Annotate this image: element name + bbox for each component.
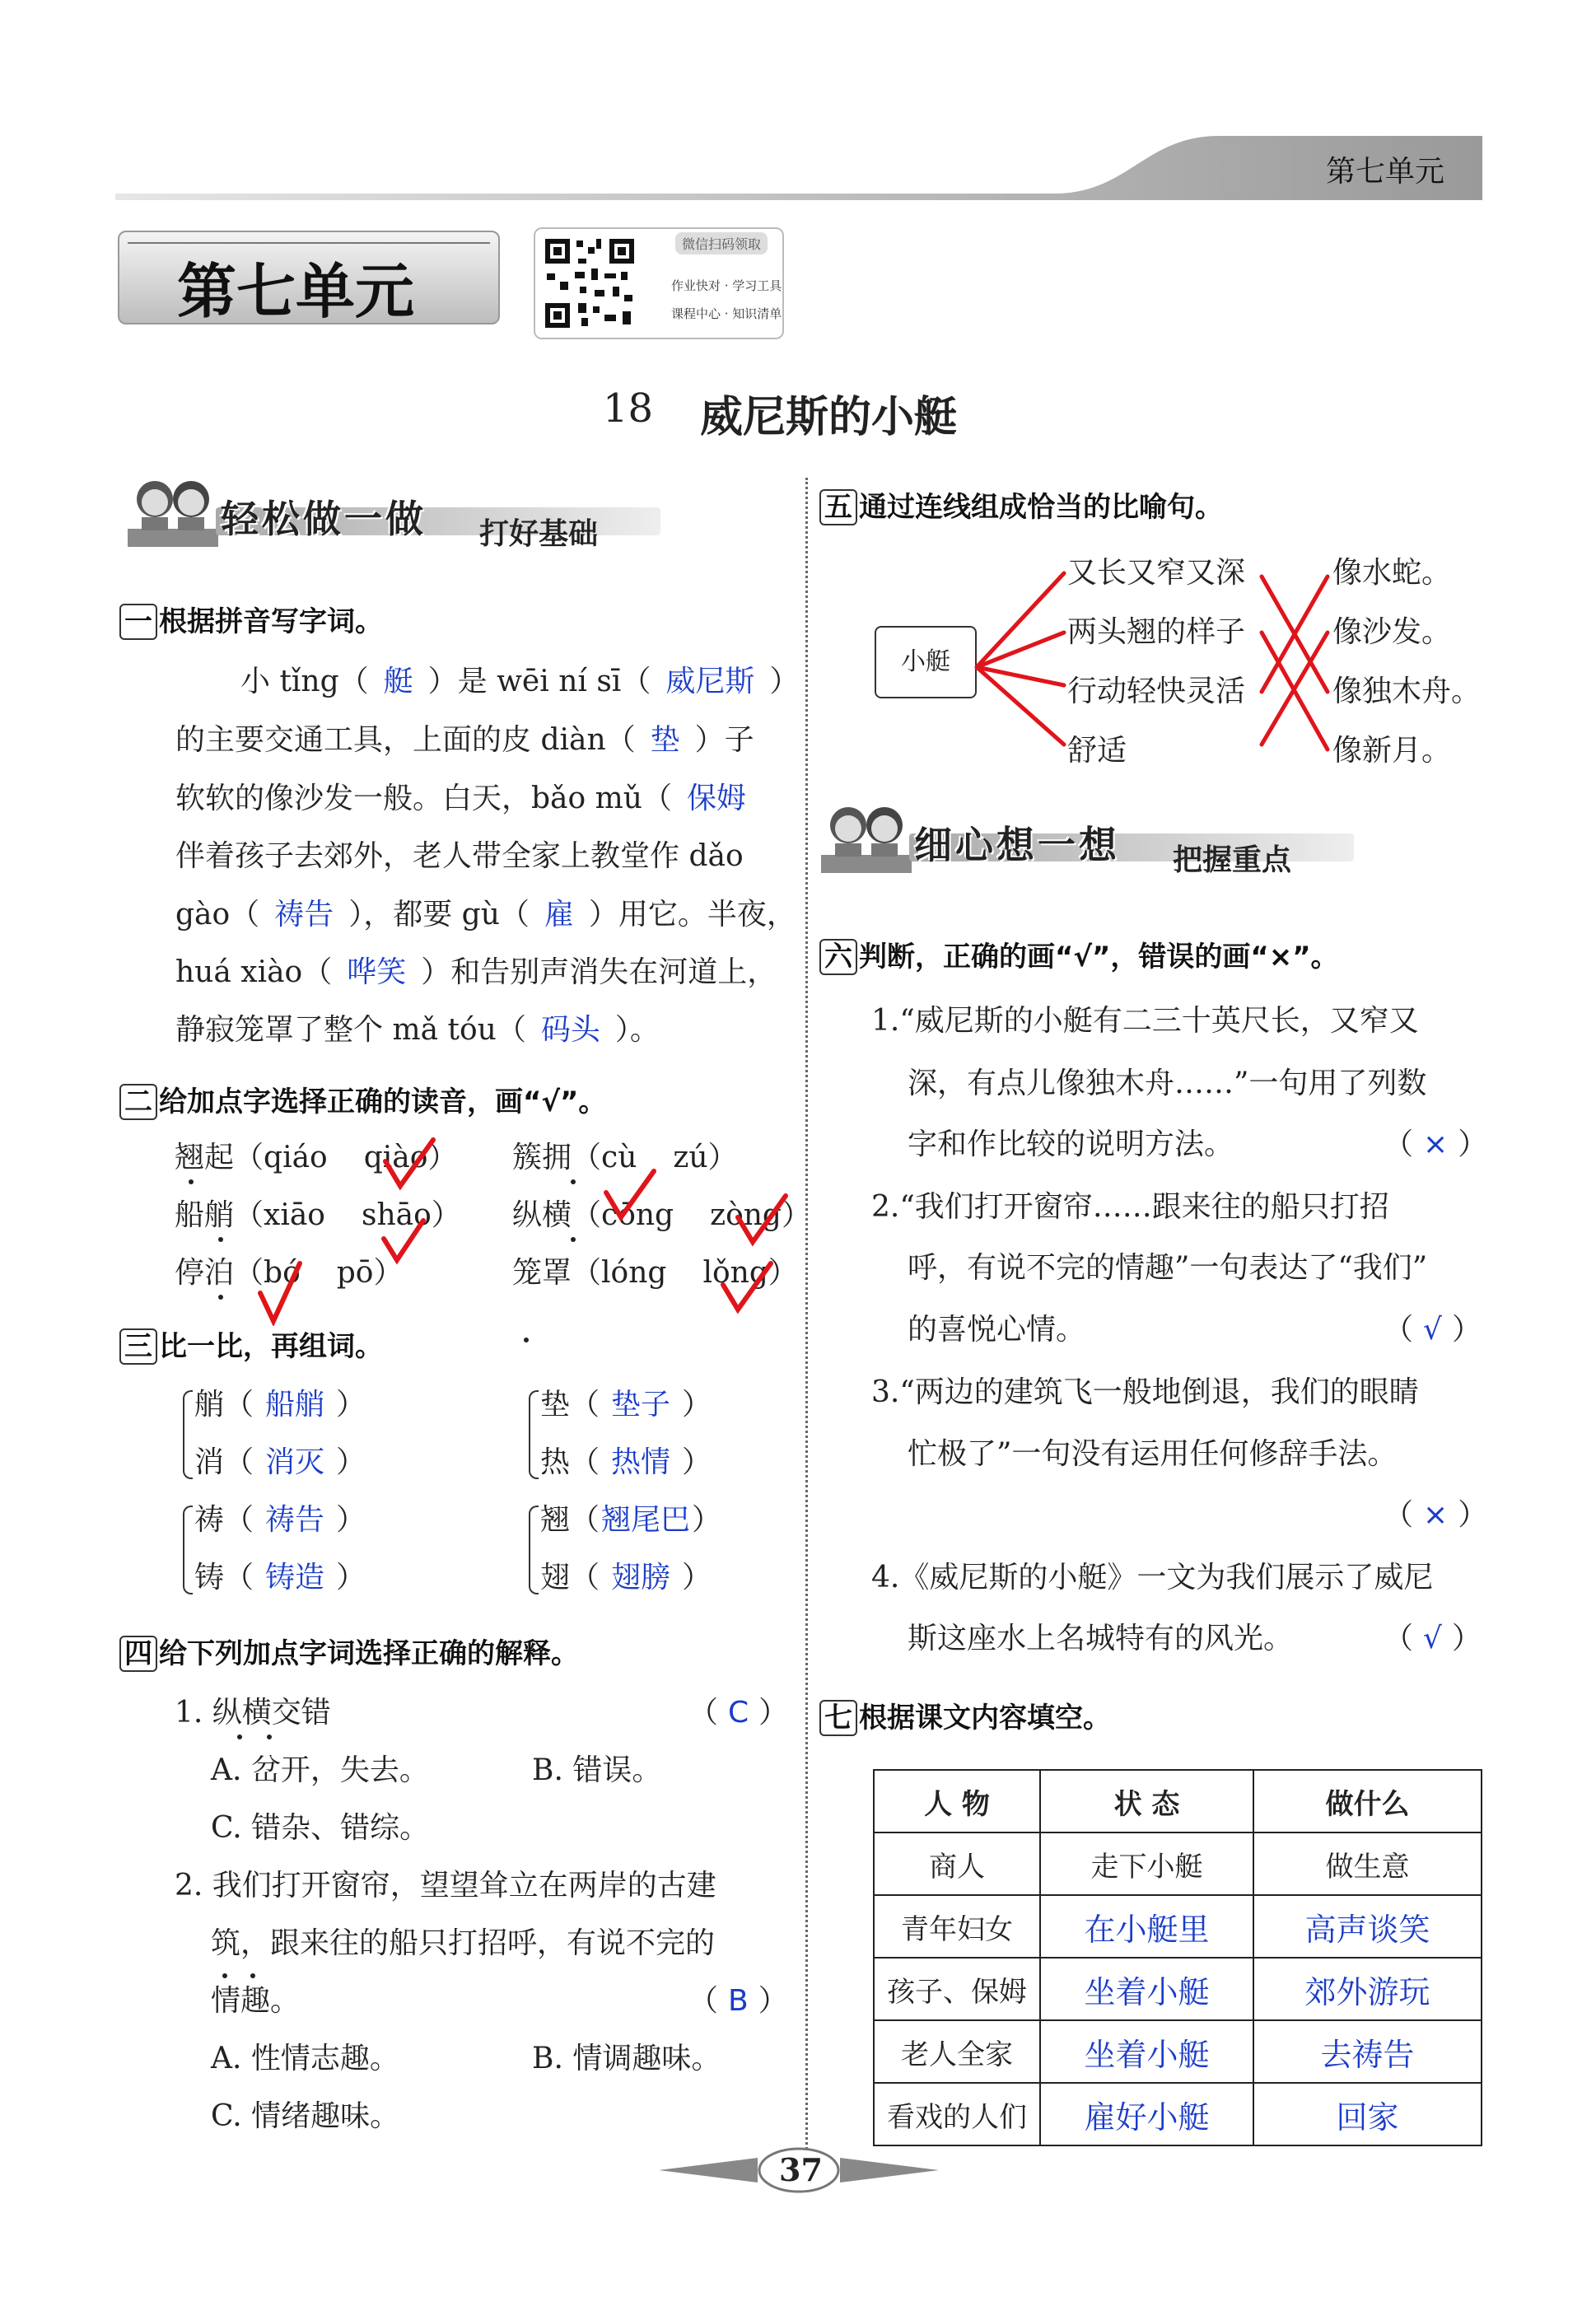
q5-left-1: 又长又窄又深 <box>1067 556 1246 590</box>
q6-item4-line1: 4.《威尼斯的小艇》一文为我们展示了威尼 <box>871 1561 1434 1594</box>
q2-title: 给加点字选择正确的读音，画“√”。 <box>159 1085 607 1118</box>
q3-word-5: 祷（ 祷告 ） <box>194 1503 366 1537</box>
emphasis-dot <box>250 1973 255 1978</box>
unit-banner-title: 第七单元 <box>177 257 415 326</box>
table-cell: 做生意 <box>1253 1832 1482 1895</box>
q6-heading <box>819 934 1339 974</box>
table-row <box>874 1895 1482 1958</box>
brace <box>529 1506 539 1594</box>
header-swoosh <box>115 136 1482 202</box>
q6-item4-line2: 斯这座水上名城特有的风光。 <box>908 1622 1294 1655</box>
q3-word-2: 消（ 消灭 ） <box>194 1445 366 1479</box>
brace <box>183 1506 193 1594</box>
q5-connection-lines <box>972 556 1351 766</box>
table-cell: 走下小艇 <box>1040 1832 1253 1895</box>
emphasis-dot <box>524 1338 529 1342</box>
qr-code-icon <box>542 236 637 331</box>
q4-item1-option-c: C. 错杂、错综。 <box>211 1811 430 1845</box>
q7-number: 七 <box>819 1700 857 1736</box>
banner-main: 细心想一想 <box>914 823 1120 867</box>
q1-heading <box>119 599 383 639</box>
brace <box>183 1390 193 1479</box>
section-banner-basics <box>124 471 667 553</box>
q6-item1-line3: 字和作比较的说明方法。 <box>908 1127 1234 1161</box>
table-cell-answer: 雇好小艇 <box>1040 2083 1253 2145</box>
table-cell-answer: 郊外游玩 <box>1253 1958 1482 2020</box>
red-check-mark <box>380 1137 438 1194</box>
q6-item1-answer: （ × ） <box>1384 1127 1488 1161</box>
table-cell: 商人 <box>874 1832 1040 1895</box>
q5-title: 通过连线组成恰当的比喻句。 <box>859 491 1223 524</box>
table-row <box>874 1832 1482 1895</box>
table-row <box>874 1958 1482 2020</box>
q4-title: 给下列加点字词选择正确的解释。 <box>159 1637 579 1670</box>
q2-item-5: 停泊（bó pō） <box>175 1256 404 1290</box>
answer-weinisi: 威尼斯 <box>665 665 755 698</box>
q2-heading <box>119 1079 606 1119</box>
q4-item2-answer: （ B ） <box>688 1984 788 2018</box>
q5-left-4: 舒适 <box>1067 734 1127 768</box>
table-cell-answer: 去祷告 <box>1253 2020 1482 2083</box>
q3-title: 比一比，再组词。 <box>159 1330 383 1363</box>
q6-item2-line3: 的喜悦心情。 <box>908 1313 1086 1347</box>
q4-item1-option-a: A. 岔开，失去。 <box>211 1753 429 1787</box>
banner-sub: 把握重点 <box>1173 843 1292 877</box>
table-cell: 老人全家 <box>874 2020 1040 2083</box>
red-check-mark <box>733 1193 791 1250</box>
section-banner-focus <box>817 797 1360 880</box>
emphasis-dot <box>267 1734 272 1739</box>
qr-panel-line2: 课程中心 · 知识清单 <box>671 306 782 321</box>
q5-left-3: 行动轻快灵活 <box>1067 675 1246 708</box>
emphasis-dot <box>218 1237 223 1242</box>
red-check-mark <box>601 1168 659 1226</box>
emphasis-dot <box>571 1179 576 1184</box>
banner-sub: 打好基础 <box>479 517 599 551</box>
q1-title: 根据拼音写字词。 <box>159 605 383 638</box>
q5-heading <box>819 484 1223 525</box>
q4-item2-option-a: A. 性情志趣。 <box>211 2042 399 2075</box>
table-cell-answer: 高声谈笑 <box>1253 1895 1482 1958</box>
answer-ting: 艇 <box>383 665 413 698</box>
q4-number: 四 <box>119 1636 157 1672</box>
q5-right-1: 像水蛇。 <box>1332 556 1452 590</box>
answer-gu: 雇 <box>544 898 574 931</box>
q4-item2-option-c: C. 情绪趣味。 <box>211 2099 400 2133</box>
q5-center-label: 小艇 <box>901 647 950 676</box>
q3-word-8: 翅（ 翅膀 ） <box>540 1561 712 1594</box>
table-cell: 青年妇女 <box>874 1895 1040 1958</box>
q5-left-2: 两头翘的样子 <box>1067 615 1246 649</box>
red-check-mark <box>255 1260 305 1326</box>
q6-item2-line2: 呼，有说不完的情趣”一句表达了“我们” <box>908 1251 1428 1285</box>
q4-heading <box>119 1631 579 1671</box>
answer-dian: 垫 <box>650 723 680 757</box>
q2-item-2: 簇拥（cù zú） <box>512 1141 738 1174</box>
answer-baomu: 保姆 <box>686 782 746 815</box>
emphasis-dot <box>237 1734 242 1739</box>
q3-word-1: 艄（ 船艄 ） <box>194 1388 366 1422</box>
q2-number: 二 <box>119 1084 157 1120</box>
q6-item2-line1: 2.“我们打开窗帘……跟来往的船只打招 <box>871 1190 1389 1224</box>
lesson-title: 威尼斯的小艇 <box>700 392 958 442</box>
table-header-cell: 人 物 <box>874 1770 1040 1832</box>
q7-title: 根据课文内容填空。 <box>859 1702 1111 1734</box>
q1-line-2: 的主要交通工具，上面的皮 diàn（ 垫 ）子 <box>175 723 754 757</box>
unit-tag: 第七单元 <box>1326 155 1445 189</box>
table-cell-answer: 回家 <box>1253 2083 1482 2145</box>
q6-item3-line2: 忙极了”一句没有运用任何修辞手法。 <box>908 1437 1398 1471</box>
q1-line-3: 软软的像沙发一般。白天，bǎo mǔ（ 保姆 <box>175 782 746 815</box>
q2-item-4: 纵横（cōng zòng） <box>512 1198 811 1232</box>
table-header-cell: 做什么 <box>1253 1770 1482 1832</box>
answer-daogao: 祷告 <box>274 898 334 931</box>
table-cell-answer: 在小艇里 <box>1040 1895 1253 1958</box>
q1-line-7: 静寂笼罩了整个 mǎ tóu（ 码头 ）。 <box>175 1013 660 1047</box>
qr-panel-line1: 作业快对 · 学习工具 <box>671 278 782 293</box>
q5-right-4: 像新月。 <box>1332 734 1452 768</box>
header-band <box>115 136 1482 202</box>
q6-item1-line2: 深，有点儿像独木舟……”一句用了列数 <box>908 1067 1427 1100</box>
q3-word-3: 垫（ 垫子 ） <box>540 1388 712 1422</box>
q3-word-7: 翘（翘尾巴） <box>540 1503 722 1537</box>
q7-heading <box>819 1695 1111 1735</box>
q5-center-box <box>875 626 977 698</box>
q2-item-6: 笼罩（lóng lǒng） <box>512 1256 798 1290</box>
qr-panel-top: 微信扫码领取 <box>675 232 768 254</box>
table-cell: 看戏的人们 <box>874 2083 1040 2145</box>
emphasis-dot <box>571 1237 576 1242</box>
emphasis-dot <box>222 1973 227 1978</box>
q3-heading <box>119 1324 383 1364</box>
q1-line-5: gào（ 祷告 ），都要 gù（ 雇 ）用它。半夜， <box>175 898 796 931</box>
q1-number: 一 <box>119 604 157 640</box>
page-number: 37 <box>779 2151 823 2188</box>
answer-matou: 码头 <box>540 1013 600 1047</box>
q6-item4-answer: （ √ ） <box>1384 1622 1482 1655</box>
q6-title: 判断，正确的画“√”，错误的画“×”。 <box>859 941 1339 973</box>
lesson-number: 18 <box>603 385 654 432</box>
q4-item2-option-b: B. 情调趣味。 <box>532 2042 721 2075</box>
table-cell-answer: 坐着小艇 <box>1040 1958 1253 2020</box>
q1-line-4: 伴着孩子去郊外，老人带全家上教堂作 dǎo <box>175 839 744 873</box>
students-icon <box>817 797 916 880</box>
q6-item1-line1: 1.“威尼斯的小艇有二三十英尺长，又窄又 <box>871 1004 1419 1038</box>
table-cell: 孩子、保姆 <box>874 1958 1040 2020</box>
column-divider <box>805 478 808 2174</box>
q4-item1-option-b: B. 错误。 <box>532 1753 662 1787</box>
q6-item3-answer: （ × ） <box>1384 1498 1488 1532</box>
table-header-cell: 状 态 <box>1040 1770 1253 1832</box>
q1-line-6: huá xiào（ 哗笑 ）和告别声消失在河道上， <box>175 955 777 989</box>
table-row <box>874 2020 1482 2083</box>
qr-panel <box>534 227 784 339</box>
table-row <box>874 2083 1482 2145</box>
q6-item3-line1: 3.“两边的建筑飞一般地倒退，我们的眼睛 <box>871 1375 1419 1409</box>
q3-word-4: 热（ 热情 ） <box>540 1445 712 1479</box>
q5-right-3: 像独木舟。 <box>1332 675 1482 708</box>
students-icon <box>124 471 222 553</box>
q6-item2-answer: （ √ ） <box>1384 1313 1482 1347</box>
brace <box>529 1390 539 1479</box>
q1-line-1: 小 tǐng（ 艇 ）是 wēi ní sī（ 威尼斯 ） <box>240 665 800 698</box>
q4-item2-line2: 筑，跟来往的船只打招呼，有说不完的 <box>211 1926 716 1960</box>
q7-table <box>873 1769 1482 2146</box>
table-header-row <box>874 1770 1482 1832</box>
q4-item2-line1: 2. 我们打开窗帘，望望耸立在两岸的古建 <box>175 1869 716 1902</box>
q2-item-1: 翘起（qiáo qiào） <box>175 1141 458 1174</box>
banner-main: 轻松做一做 <box>221 497 427 541</box>
unit-banner <box>118 231 500 324</box>
q3-word-6: 铸（ 铸造 ） <box>194 1561 366 1594</box>
q4-item1-stem: 1. 纵横交错 <box>175 1696 331 1730</box>
table-cell-answer: 坐着小艇 <box>1040 2020 1253 2083</box>
red-check-mark <box>718 1260 776 1318</box>
q3-number: 三 <box>119 1328 157 1365</box>
emphasis-dot <box>189 1179 194 1184</box>
q4-item1-answer: （ C ） <box>688 1696 789 1730</box>
red-check-mark <box>379 1217 428 1267</box>
q2-item-3: 船艄（xiāo shāo） <box>175 1198 461 1232</box>
q5-right-2: 像沙发。 <box>1332 615 1452 649</box>
answer-huaxiao: 哗笑 <box>347 955 407 989</box>
q6-number: 六 <box>819 939 857 975</box>
q5-number: 五 <box>819 489 857 525</box>
q4-item2-line3: 情趣。 <box>211 1984 301 2018</box>
emphasis-dot <box>218 1295 223 1300</box>
